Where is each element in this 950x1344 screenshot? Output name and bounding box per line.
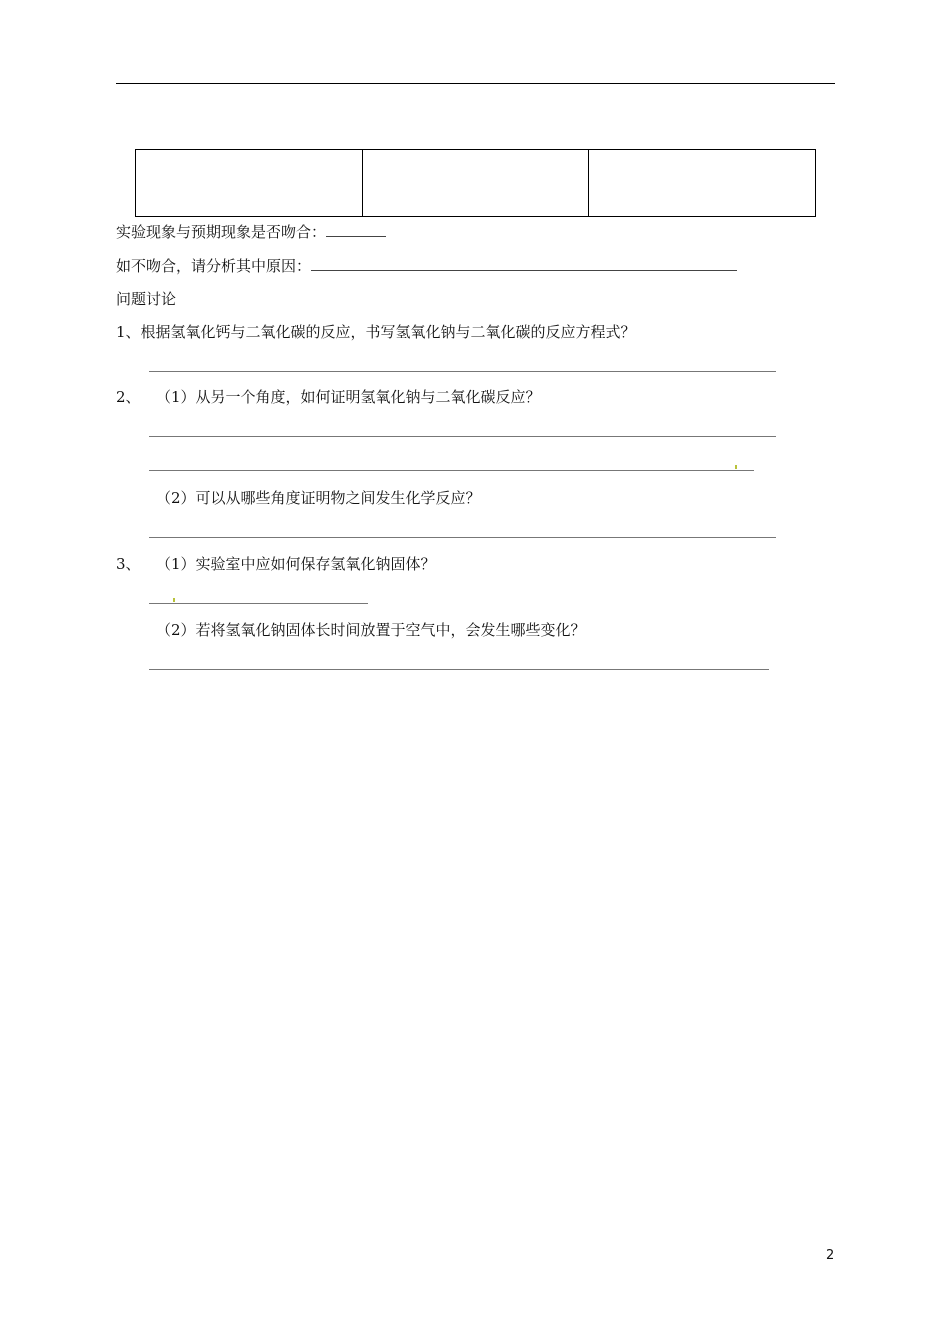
question-2-1-text: （1）从另一个角度，如何证明氢氧化钠与二氧化碳反应？ (156, 388, 541, 406)
question-1 (116, 322, 636, 342)
stray-mark (735, 465, 737, 469)
question-1-number: 1、 (116, 323, 141, 341)
question-3-part-1 (116, 554, 436, 574)
answer-line-2-2[interactable] (149, 537, 776, 538)
match-label: 实验现象与预期现象是否吻合： (116, 223, 327, 241)
table-row (136, 150, 816, 217)
answer-line-2-1b[interactable] (149, 470, 754, 471)
table-cell[interactable] (362, 150, 589, 217)
header-rule (116, 83, 835, 84)
section-title: 问题讨论 (116, 290, 177, 308)
table-cell[interactable] (589, 150, 816, 217)
reason-question (116, 256, 737, 276)
question-1-text: 根据氢氧化钙与二氧化碳的反应，书写氢氧化钠与二氧化碳的反应方程式？ (140, 323, 636, 341)
question-3-number: 3、 (116, 555, 141, 573)
question-3-2-text: （2）若将氢氧化钠固体长时间放置于空气中，会发生哪些变化？ (156, 621, 586, 639)
question-3-1-text: （1）实验室中应如何保存氢氧化钠固体？ (156, 555, 436, 573)
answer-line-1[interactable] (149, 371, 776, 372)
answer-line-3-1[interactable] (149, 603, 368, 604)
question-3-part-2 (116, 620, 586, 640)
question-2-2-text: （2）可以从哪些角度证明物之间发生化学反应？ (156, 489, 481, 507)
question-2-part-2 (116, 488, 481, 508)
match-question (116, 222, 386, 242)
page-number: 2 (826, 1248, 835, 1263)
question-2-part-1 (116, 387, 541, 407)
reason-blank[interactable] (311, 256, 737, 271)
experiment-table (135, 149, 816, 217)
question-2-number: 2、 (116, 388, 141, 406)
reason-label: 如不吻合，请分析其中原因： (116, 257, 312, 275)
answer-line-3-2[interactable] (149, 669, 769, 670)
table-cell[interactable] (136, 150, 363, 217)
answer-line-2-1a[interactable] (149, 436, 776, 437)
stray-mark (173, 598, 175, 602)
match-blank[interactable] (326, 222, 386, 237)
